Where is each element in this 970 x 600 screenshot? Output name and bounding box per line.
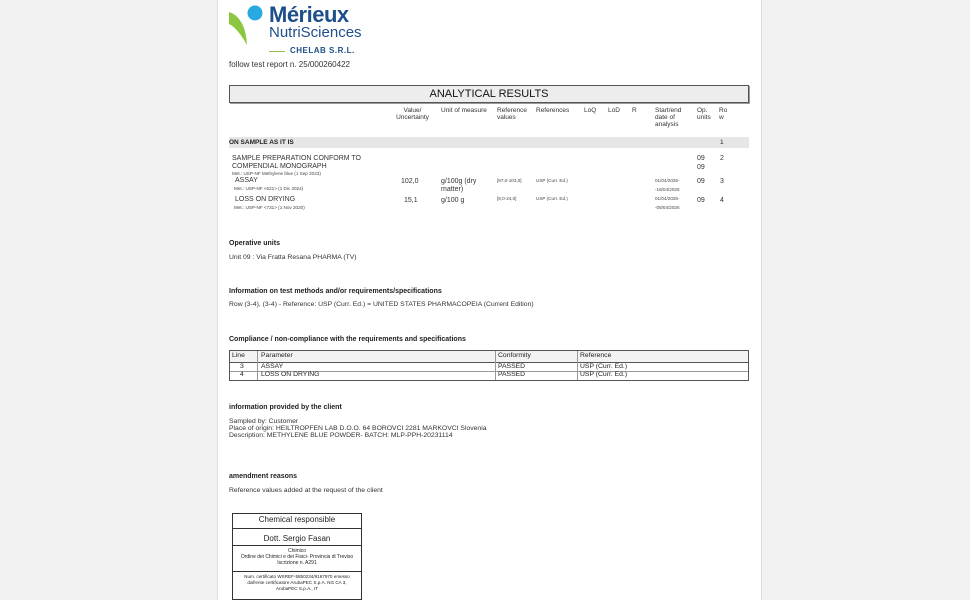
result-param: SAMPLE PREPARATION CONFORM TO COMPENDIAL MONOGRAPH — [232, 155, 362, 170]
table-divider — [257, 351, 258, 380]
table-divider — [495, 351, 496, 380]
signature-certificate: ArubaPEC S.p.A., IT — [275, 586, 319, 591]
compliance-line: 3 — [240, 363, 244, 370]
follow-report-text: follow test report n. 25/000260422 — [229, 60, 350, 69]
col-dates: Start/end date of analysis — [655, 107, 682, 128]
result-date-end: -18/04/2025 — [655, 187, 680, 192]
compliance-param: LOSS ON DRYING — [261, 371, 320, 378]
col-lod: LoD — [608, 107, 620, 114]
result-op: 09 — [697, 164, 705, 171]
result-ref: [8,0-24,0] — [497, 196, 517, 201]
result-param: LOSS ON DRYING — [235, 196, 296, 203]
compliance-param: ASSAY — [261, 363, 284, 370]
brand-subname: NutriSciences — [269, 24, 362, 41]
stamp-divider — [233, 545, 361, 546]
result-references: USP (Curr. Ed.) — [536, 196, 568, 201]
result-method: Met.: USP-NF Methylene blue (1 Sep 2023) — [232, 171, 321, 176]
result-op: 09 — [697, 155, 705, 162]
amendment-heading: amendment reasons — [229, 473, 298, 480]
signature-certificate: dall'ente certificatore ArubaPEC S.p.A. NG CA 3, — [247, 580, 347, 585]
result-date-start: 01/04/2025- — [655, 178, 680, 183]
compliance-col-conformity: Conformity — [498, 352, 531, 359]
signature-role: Chemical responsible — [258, 515, 336, 524]
signature-order: Ordine dei Chimici e dei Fisici- Provincia di Treviso — [240, 554, 354, 560]
signature-name: Dott. Sergio Fasan — [263, 534, 331, 543]
compliance-table — [229, 350, 749, 381]
result-row: 4 — [720, 197, 724, 204]
result-row: 3 — [720, 178, 724, 185]
stamp-divider — [233, 571, 361, 572]
operative-units-heading: Operative units — [229, 240, 280, 247]
signature-certificate: Num. certificato WSREF-5850234/9167970 emesso — [244, 574, 350, 579]
table-row — [230, 372, 748, 380]
client-info-line: Description: METHYLENE BLUE POWDER- BATCH: MLP-PPH-20231114 — [229, 432, 453, 439]
results-title: ANALYTICAL RESULTS — [229, 85, 749, 103]
report-page — [217, 0, 762, 600]
methods-info-heading: Information on test methods and/or requirements/specifications — [229, 288, 442, 295]
col-op-units: Op. units — [697, 107, 711, 121]
methods-info-text: Row (3-4), (3-4) - Reference: USP (Curr. Ed.) = UNITED STATES PHARMACOPEIA (Current Edition) — [229, 301, 534, 308]
col-unit: Unit of measure — [441, 107, 487, 114]
result-date-end: -08/04/2025 — [655, 205, 680, 210]
amendment-text: Reference values added at the request of the client — [229, 487, 383, 494]
col-references: References — [536, 107, 570, 114]
client-info-heading: information provided by the client — [229, 404, 342, 411]
compliance-conformity: PASSED — [498, 371, 526, 378]
result-op: 09 — [697, 178, 705, 185]
col-ref-values: Reference values — [497, 107, 527, 121]
signature-stamp — [232, 513, 362, 600]
table-divider — [577, 351, 578, 380]
signature-title: Chimico — [287, 548, 307, 554]
col-loq: LoQ — [584, 107, 597, 114]
compliance-reference: USP (Curr. Ed.) — [580, 363, 628, 370]
result-value: 102,0 — [401, 178, 419, 185]
result-references: USP (Curr. Ed.) — [536, 178, 568, 183]
result-param: ASSAY — [235, 177, 258, 184]
col-r: R — [632, 107, 637, 114]
brand-name: Mérieux — [269, 2, 349, 27]
section-on-sample — [229, 137, 749, 148]
compliance-header-row — [230, 351, 748, 363]
result-method: Met.: USP-NF <731> (1 Nov 2020) — [234, 205, 305, 210]
stamp-divider — [233, 528, 361, 529]
compliance-reference: USP (Curr. Ed.) — [580, 371, 628, 378]
compliance-col-parameter: Parameter — [261, 352, 293, 359]
result-ref: [97,0-103,0] — [497, 178, 522, 183]
result-unit: g/100g (dry matter) — [441, 178, 477, 193]
result-method: Met.: USP-NF <621> (1 Dic 2024) — [234, 186, 304, 191]
client-info-line: Place of origin: HEILTROPFEN LAB D.O.O. 64 BOROVCI 2281 MARKOVCI Slovenia — [229, 425, 487, 432]
operative-units-text: Unit 09 : Via Fratta Resana PHARMA (TV) — [229, 254, 357, 261]
compliance-col-reference: Reference — [580, 352, 612, 359]
compliance-conformity: PASSED — [498, 363, 526, 370]
brand-company: CHELAB S.R.L. — [290, 46, 355, 55]
section-row-number: 1 — [720, 139, 724, 146]
compliance-col-line: Line — [232, 352, 245, 359]
client-info-line: Sampled by: Customer — [229, 418, 299, 425]
result-unit: g/100 g — [441, 197, 465, 204]
result-op: 09 — [697, 197, 705, 204]
result-value: 15,1 — [404, 197, 418, 204]
col-row: Ro w — [719, 107, 728, 121]
col-value: Value/ Uncertainty — [396, 107, 429, 121]
result-date-start: 01/04/2025- — [655, 196, 680, 201]
brand-divider — [269, 51, 285, 52]
signature-registration: Iscrizione n. A291 — [277, 560, 317, 566]
merieux-logo-icon — [228, 4, 264, 46]
compliance-heading: Compliance / non-compliance with the requirements and specifications — [229, 336, 466, 343]
section-label: ON SAMPLE AS IT IS — [229, 139, 294, 146]
compliance-line: 4 — [240, 371, 244, 378]
result-row: 2 — [720, 155, 724, 162]
